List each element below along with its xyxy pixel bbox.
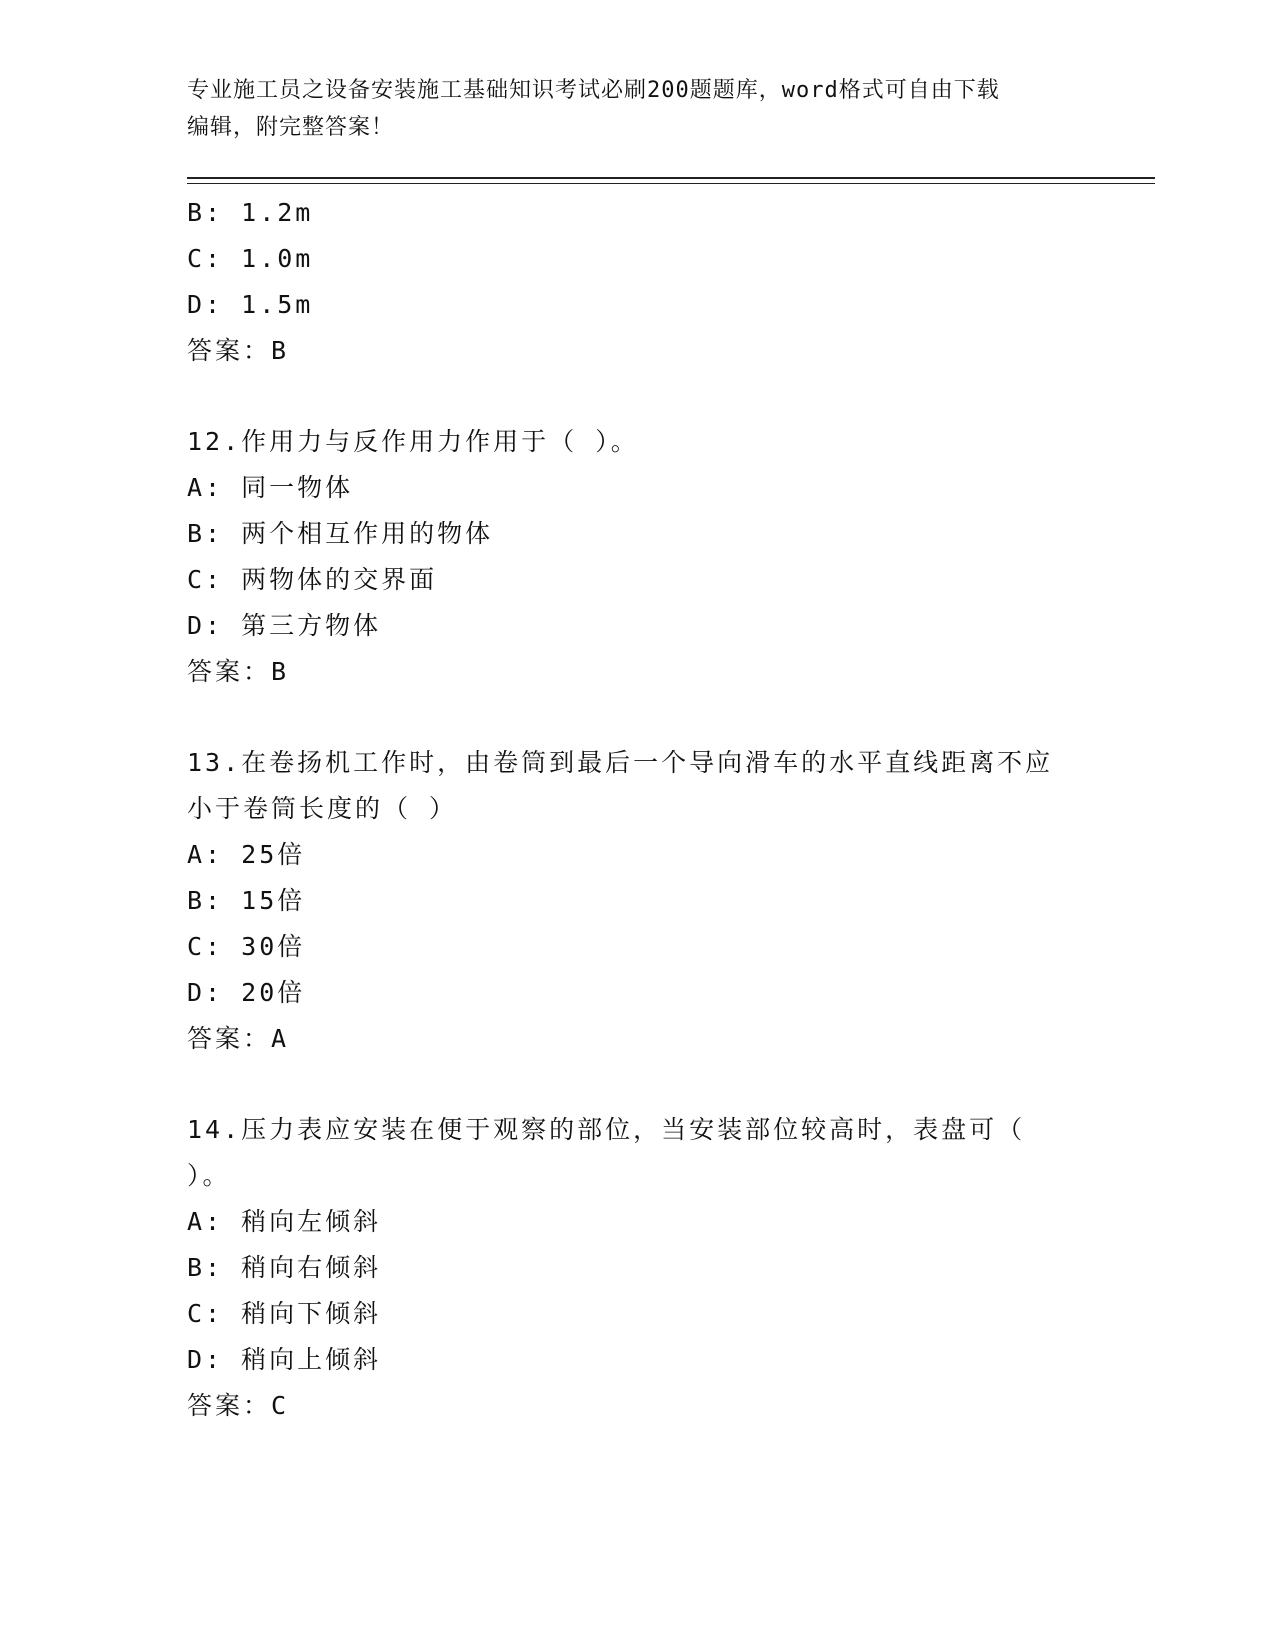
question-14 — [187, 1107, 1087, 1429]
partial-question — [187, 190, 1087, 374]
header-divider-thick — [187, 177, 1155, 179]
header-line-1: 专业施工员之设备安装施工基础知识考试必刷200题题库，word格式可自由下载 — [187, 78, 1000, 103]
option-b: B: 稍向右倾斜 — [187, 1253, 382, 1282]
question-12 — [187, 419, 1087, 695]
option-a: A: 同一物体 — [187, 473, 354, 502]
option-c: C: 稍向下倾斜 — [187, 1299, 382, 1328]
question-text: 13.在卷扬机工作时，由卷筒到最后一个导向滑车的水平直线距离不应 — [187, 748, 1054, 777]
option-c: C: 1.0m — [187, 244, 314, 273]
answer-line: 答案：B — [187, 657, 290, 686]
option-c: C: 两物体的交界面 — [187, 565, 438, 594]
answer-line: 答案：B — [187, 336, 290, 365]
header-divider-thin — [187, 183, 1155, 184]
question-text: 12.作用力与反作用力作用于（ ）。 — [187, 427, 639, 456]
question-13 — [187, 740, 1087, 1062]
option-d: D: 1.5m — [187, 290, 314, 319]
question-text: 14.压力表应安装在便于观察的部位，当安装部位较高时，表盘可（ — [187, 1115, 1026, 1144]
option-a: A: 稍向左倾斜 — [187, 1207, 382, 1236]
spacer — [187, 374, 1087, 419]
option-b: B: 1.2m — [187, 198, 314, 227]
option-b: B: 15倍 — [187, 886, 306, 915]
question-text-continued: ）。 — [187, 1161, 231, 1190]
question-text-continued: 小于卷筒长度的（ ） — [187, 794, 458, 823]
answer-line: 答案：A — [187, 1024, 290, 1053]
question-list — [187, 190, 1087, 1429]
option-d: D: 20倍 — [187, 978, 306, 1007]
option-c: C: 30倍 — [187, 932, 306, 961]
spacer — [187, 1062, 1087, 1107]
document-header — [187, 72, 1067, 146]
option-a: A: 25倍 — [187, 840, 306, 869]
option-d: D: 稍向上倾斜 — [187, 1345, 382, 1374]
answer-line: 答案：C — [187, 1391, 290, 1420]
option-b: B: 两个相互作用的物体 — [187, 519, 494, 548]
spacer — [187, 695, 1087, 740]
option-d: D: 第三方物体 — [187, 611, 382, 640]
header-line-2: 编辑，附完整答案！ — [187, 115, 395, 140]
